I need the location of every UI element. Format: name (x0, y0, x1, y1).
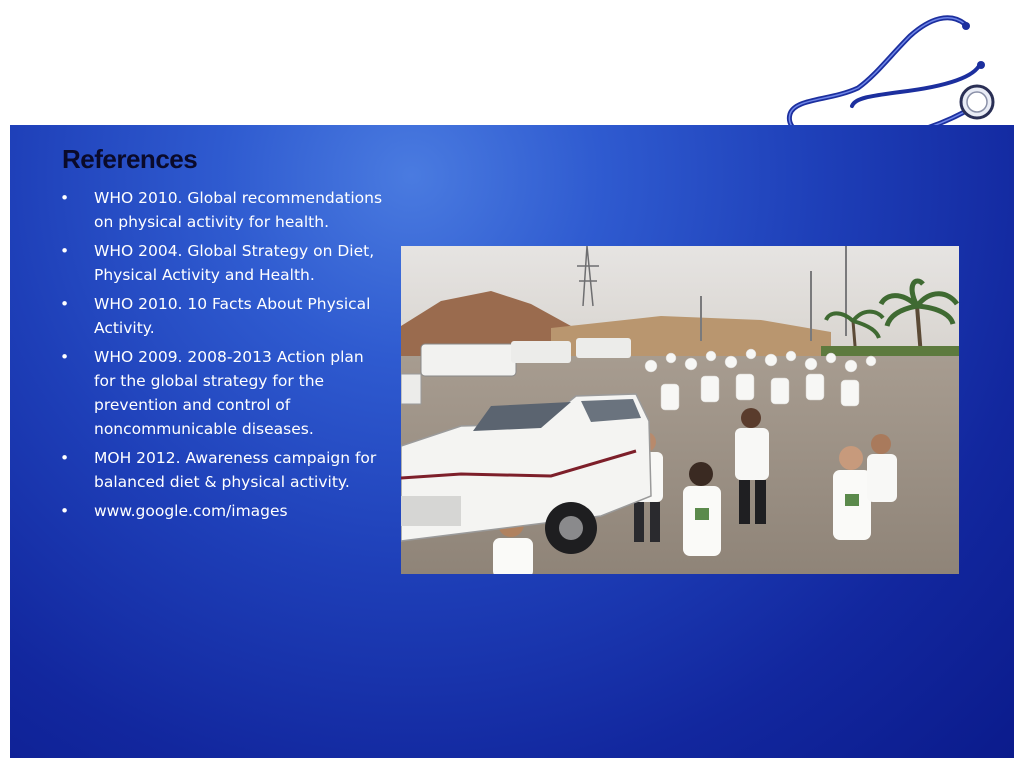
list-item (58, 239, 383, 287)
list-item (58, 499, 383, 523)
event-photo (401, 246, 959, 574)
bullet-dot: • (60, 295, 70, 313)
reference-text: WHO 2010. Global recommendations on physical activity for health. (94, 189, 383, 231)
list-item (58, 292, 383, 340)
reference-text: MOH 2012. Awareness campaign for balanced diet & physical activity. (94, 449, 377, 491)
reference-text: WHO 2004. Global Strategy on Diet, Physical Activity and Health. (94, 242, 375, 284)
bullet-dot: • (60, 189, 70, 207)
bullet-dot: • (60, 449, 70, 467)
slide-title: References (62, 144, 198, 174)
list-item (58, 446, 383, 494)
list-item (58, 345, 383, 441)
reference-text: WHO 2009. 2008-2013 Action plan for the global strategy for the prevention and control of noncommunicable diseases. (94, 348, 364, 438)
bullet-dot: • (60, 348, 70, 366)
list-item (58, 186, 383, 234)
reference-text: WHO 2010. 10 Facts About Physical Activity. (94, 295, 371, 337)
bullet-dot: • (60, 502, 70, 520)
bullet-dot: • (60, 242, 70, 260)
reference-list (58, 186, 383, 528)
reference-text: www.google.com/images (94, 502, 288, 520)
